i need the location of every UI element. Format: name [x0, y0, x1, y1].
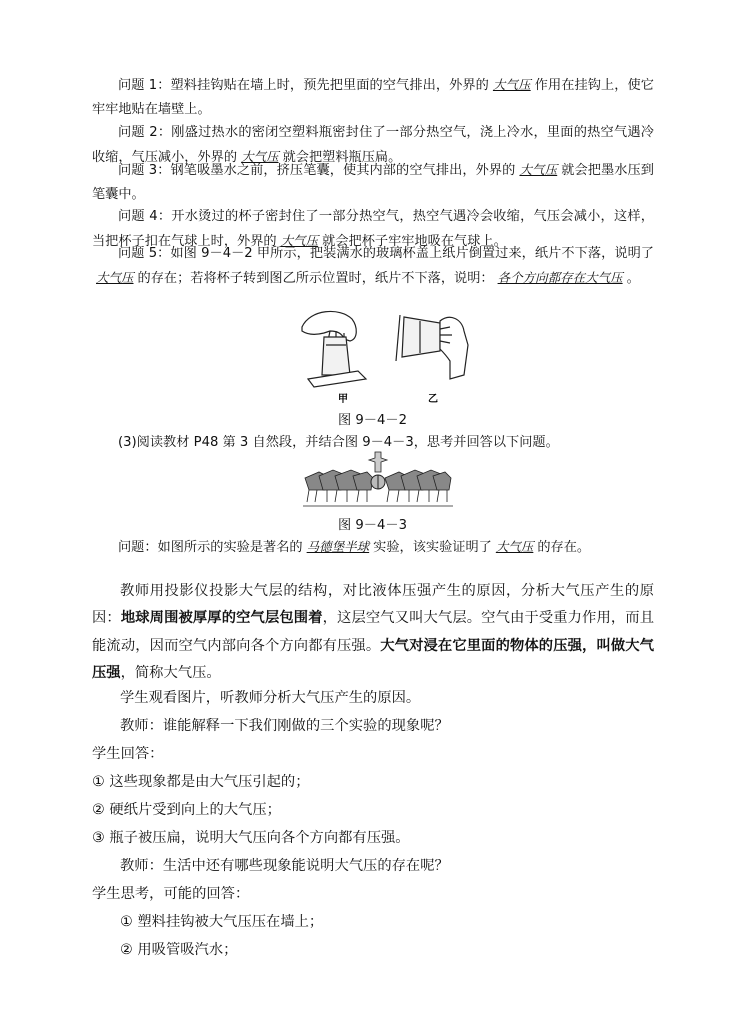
bold-definition-2: 大气对浸在它里面的物体的压强，叫做大气压强: [92, 637, 654, 682]
list-item: ② 硬纸片受到向上的大气压；: [92, 802, 281, 818]
bold-definition-1: 地球周围被厚厚的空气层包围着: [120, 610, 323, 627]
answer-blank: 大气压: [241, 149, 279, 165]
reading-instruction: (3)阅读教材 P48 第 3 自然段，并结合图 9－4－3，思考并回答以下问题。: [118, 435, 559, 450]
list-item: ③ 瓶子被压扁，说明大气压向各个方向都有压强。: [92, 830, 410, 846]
label-a: 甲: [338, 394, 348, 405]
list-item: ① 塑料挂钩被大气压压在墙上；: [120, 914, 324, 930]
line-student-observe: 学生观看图片，听教师分析大气压产生的原因。: [120, 690, 421, 706]
list-item: ① 这些现象都是由大气压引起的；: [92, 774, 310, 790]
line-teacher-question-2: 教师：生活中还有哪些现象能说明大气压的存在呢？: [120, 858, 449, 874]
horse-team-right: [385, 470, 451, 502]
cup-b-illustration: [396, 315, 468, 379]
figure-caption-2: 图 9－4－2: [338, 413, 407, 428]
answer-blank: 各个方向都存在大气压: [497, 270, 623, 286]
question-1: 问题 1：塑料挂钩贴在墙上时，预先把里面的空气排出，外界的 大气压 作用在挂钩上，使它牢牢地贴在墙壁上。: [92, 77, 654, 118]
line-teacher-question: 教师：谁能解释一下我们刚做的三个实验的现象呢？: [120, 718, 449, 734]
answer-blank: 大气压: [492, 77, 531, 92]
label-b: 乙: [428, 394, 438, 405]
line-student-think: 学生思考，可能的回答：: [92, 886, 250, 902]
question-5: 问题 5：如图 9－4－2 甲所示，把装满水的玻璃杯盖上纸片倒置过来，纸片不下落，说明了大气压 的存在；若将杯子转到图乙所示位置时，纸片不下落，说明： 各个方向都存在大气压 。: [92, 242, 654, 291]
horse-team-left: [305, 470, 373, 502]
question-2: 问题 2：刚盛过热水的密闭空塑料瓶密封住了一部分热空气，浇上冷水，里面的热空气遇冷收缩，气压减小，外界的 大气压 就会把塑料瓶压扁。: [92, 125, 654, 166]
line-student-answer: 学生回答：: [92, 746, 164, 762]
figure-caption-3: 图 9－4－3: [338, 518, 407, 533]
answer-blank: 马德堡半球: [306, 539, 370, 554]
figure-cup-experiment: [300, 305, 470, 405]
list-item: ② 用吸管吸汽水；: [120, 942, 238, 958]
answer-blank: 大气压: [495, 539, 534, 554]
cup-a-illustration: [302, 311, 366, 387]
question-6: 问题：如图所示的实验是著名的 马德堡半球 实验，该实验证明了 大气压 的存在。: [118, 539, 591, 555]
answer-blank: 大气压: [519, 162, 558, 177]
question-3: 问题 3：钢笔吸墨水之前，挤压笔囊，使其内部的空气排出，外界的 大气压 就会把墨水压到笔囊中。: [92, 162, 654, 203]
question-4: 问题 4：开水烫过的杯子密封住了一部分热空气，热空气遇冷会收缩，气压会减小，这样，当把杯子扣在气球上时，外界的 大气压 就会把杯子牢牢地吸在气球上。: [92, 209, 654, 250]
teacher-explanation: 教师用投影仪投影大气层的结构，对比液体压强产生的原因，分析大气压产生的原因：地球周围被厚厚的空气层包围着，这层空气又叫大气层。空气由于受重力作用，而且能流动，因而空气内部向各个方向都有压强。大气对浸在它里面的物体的压强，叫做大气压强，简称大气压。: [92, 583, 655, 682]
demonstrator-figure: [369, 452, 387, 472]
answer-blank: 大气压: [280, 233, 319, 249]
figure-magdeburg-hemispheres: [303, 450, 453, 510]
answer-blank: 大气压: [96, 270, 134, 286]
